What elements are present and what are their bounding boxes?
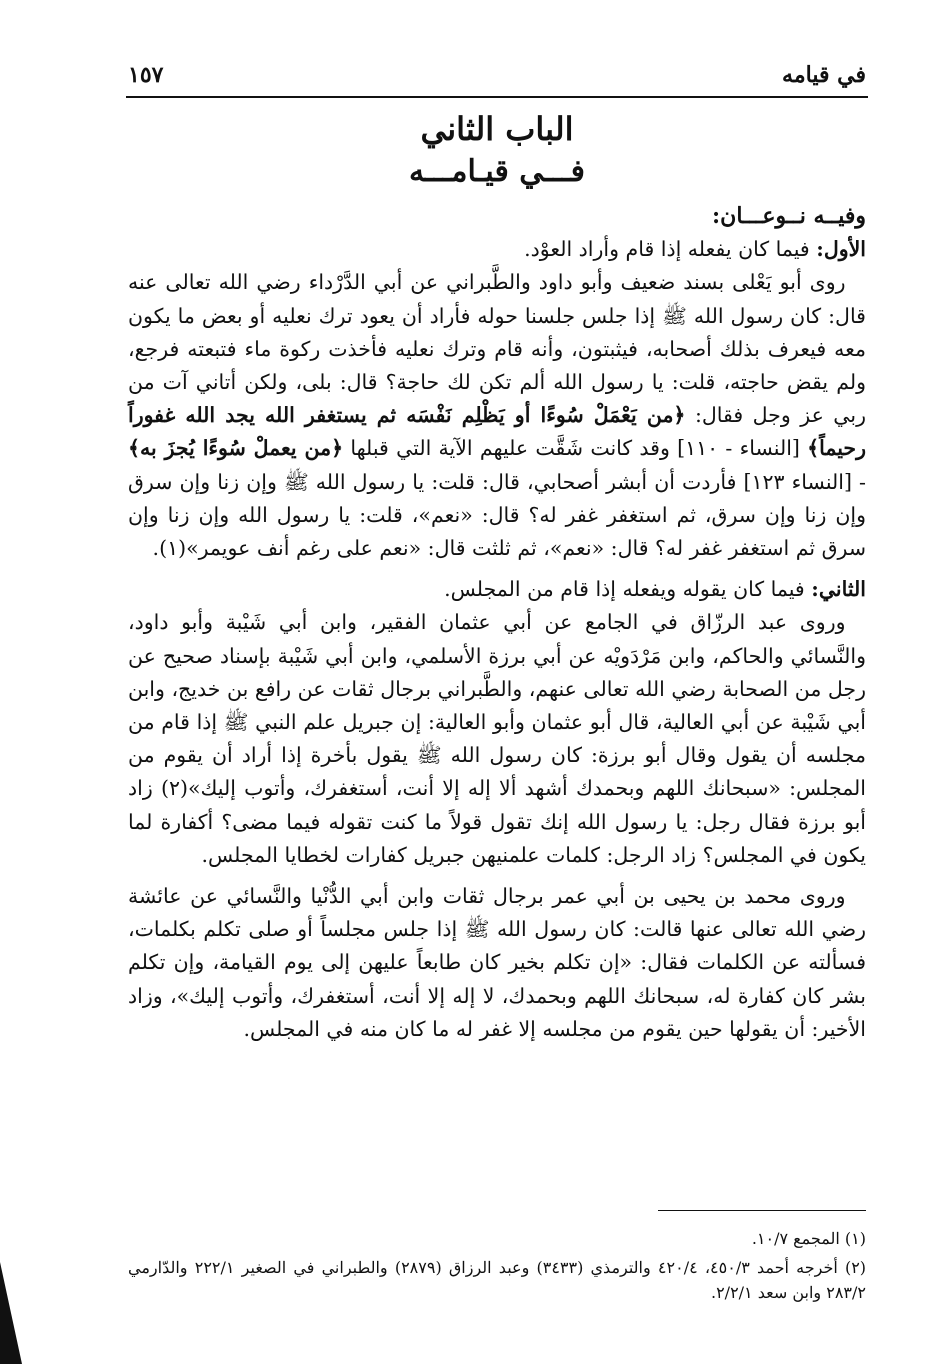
section-2-paragraph-1 bbox=[128, 606, 866, 872]
header-divider bbox=[126, 96, 868, 98]
section-1-heading-text: فيما كان يفعله إذا قام وأراد العوْد. bbox=[524, 237, 817, 262]
quran-verse-2: ﴿من يعملْ سُوءًا يُجزَ به﴾ bbox=[128, 436, 344, 461]
intro-line: وفيــه نــوعـــان: bbox=[712, 203, 866, 229]
section-1-text-a: روى أبو يَعْلى بسند ضعيف وأبو داود والطَّبراني عن أبي الدَّرْداء رضي الله تعالى عنه قال: كان رسول الله ﷺ إذا جلس جلسنا حوله فأراد أن يعود ترك نعليه أو بعض ما يكون معه فيعرف بذلك أصحابه، فيثبتون، وأنه قام وترك نعليه فأخذت ركوة ماء فتبعته فرجع، ولم يقض حاجته، قلت: يا رسول الله ألم تكن لك حاجة؟ قال: بلى، ولكن أتاني آت من ربي عز وجل فقال: bbox=[128, 270, 866, 428]
page-header bbox=[128, 58, 866, 92]
footnote-divider bbox=[658, 1210, 866, 1211]
section-2-text-1: وروى عبد الرزّاق في الجامع عن أبي عثمان الفقير، وابن أبي شَيْبة وأبو داود، والنَّسائي والحاكم، وابن مَرْدَويْه عن أبي برزة الأسلمي، وابن أبي شَيْبة بإسناد صحيح عن رجل من الصحابة رضي الله تعالى عنهم، والطَّبراني برجال ثقات عن رافع بن خديج، وابن أبي شَيْبة عن أبي العالية، قال أبو عثمان وأبو العالية: إن جبريل علم النبي ﷺ إذا قام من مجلسه أن يقول وقال أبو برزة: كان رسول الله ﷺ يقول بأخرة إذا أراد أن يقوم من المجلس: «سبحانك اللهم وبحمدك أشهد ألا إله إلا أنت، أستغفرك، وأتوب إليك»(٢) زاد أبو برزة فقال رجل: يا رسول الله إنك تقول قولاً ما كنت تقوله فيما مضى؟ أكفارة لما يكون في المجلس؟ زاد الرجل: كلمات علمنيهن جبريل كفارات لخطايا المجلس. bbox=[128, 610, 866, 867]
chapter-title: الباب الثاني bbox=[420, 110, 574, 148]
main-text bbox=[128, 200, 866, 1046]
spacer bbox=[128, 872, 866, 880]
section-1-label: الأول: bbox=[816, 237, 866, 262]
footnote-2: (٢) أخرجه أحمد ٤٥٠/٣، ٤٢٠/٤ والترمذي (٣٤٣٣) وعبد الرزاق (٢٨٧٩) والطبراني في الصغير ٢٢٢/١ والدّارمي ٢٨٣/٢ وابن سعد ٢/٢/١. bbox=[128, 1258, 867, 1302]
section-2-label: الثاني: bbox=[811, 577, 866, 602]
page-number: ١٥٧ bbox=[128, 62, 164, 88]
section-1-text-b: [النساء - ١١٠] وقد كانت شَقَّت عليهم الآية التي قبلها bbox=[343, 436, 808, 461]
section-1-heading bbox=[128, 233, 866, 266]
scan-edge-shadow bbox=[0, 1262, 22, 1364]
chapter-subtitle: فـــي قيـامـــه bbox=[408, 154, 585, 189]
quran-verse-1: ﴿من يَعْمَلْ سُوءًا أو يَظْلِم نَفْسَه ثم يستغفر الله يجد الله غفوراً رحيماً﴾ bbox=[128, 403, 867, 461]
section-1-text-c: - [النساء ١٢٣] فأردت أن أبشر أصحابي، قال: قلت: يا رسول الله ﷺ وإن زنا وإن سرق وإن زنا وإن سرق، ثم استغفر غفر له؟ قال: «نعم»، قلت: يا رسول الله وإن زنا وإن سرق ثم استغفر غفر له؟ قال: «نعم»، ثم ثلثت قال: «نعم على رغم أنف عويمر»(١). bbox=[128, 469, 866, 561]
section-2-heading-text: فيما كان يقوله ويفعله إذا قام من المجلس. bbox=[444, 577, 812, 602]
footnotes bbox=[128, 1226, 866, 1309]
section-2-text-2: وروى محمد بن يحيى بن أبي عمر برجال ثقات وابن أبي الدُّنْيا والنَّسائي عن عائشة رضي الله تعالى عنها قالت: كان رسول الله ﷺ إذا جلس مجلساً أو صلى تكلم بكلمات، فسألته عن الكلمات فقال: «إن تكلم بخير كان طابعاً عليهن إلى يوم القيامة، وإن تكلم بشر كان كفارة له، سبحانك اللهم وبحمدك، لا إله إلا أنت، أستغفرك، وأتوب إليك»، وزاد الأخير: أن يقولها حين يقوم من مجلسه إلا غفر له ما كان منه في المجلس. bbox=[128, 884, 866, 1041]
spacer bbox=[128, 565, 866, 573]
section-2-paragraph-2 bbox=[128, 880, 866, 1046]
footnote-1: (١) المجمع ١٠/٧. bbox=[751, 1229, 866, 1248]
section-1-paragraph bbox=[128, 266, 866, 565]
section-2-heading bbox=[128, 573, 866, 606]
running-title: في قيامه bbox=[782, 62, 866, 88]
